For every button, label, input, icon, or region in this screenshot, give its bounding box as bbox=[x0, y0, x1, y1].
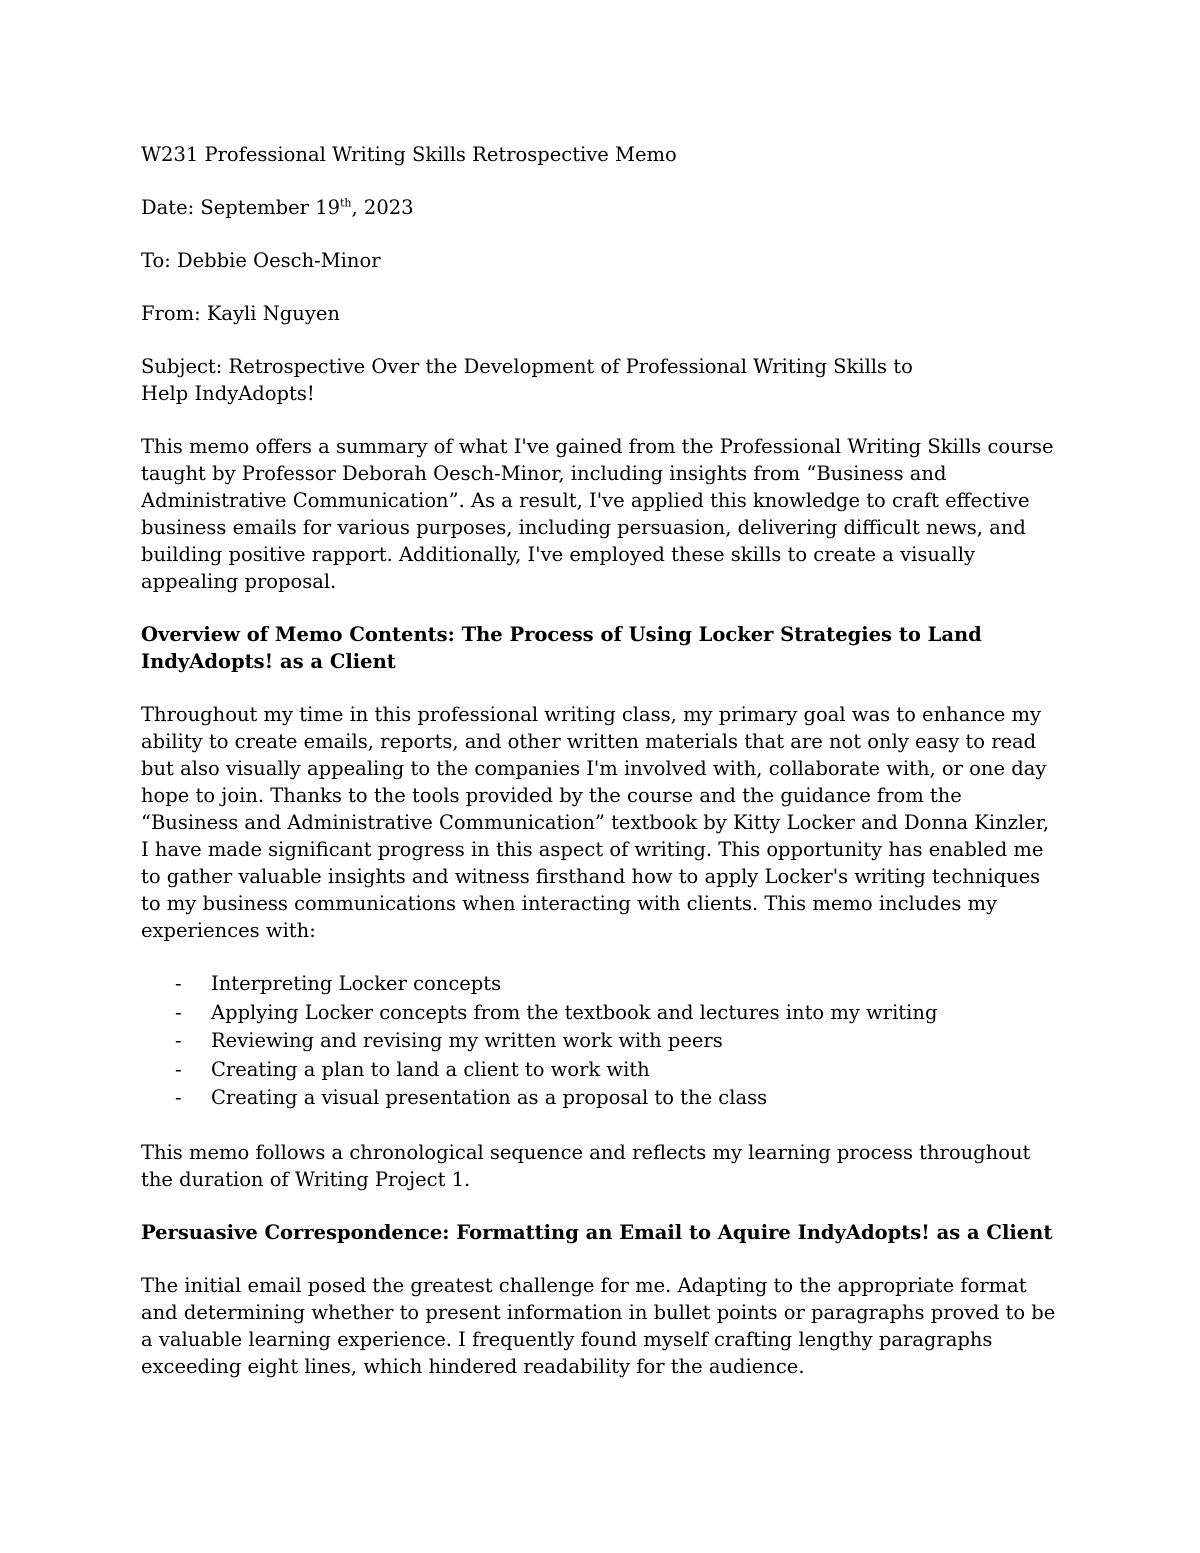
section1-body: Throughout my time in this professional writing class, my primary goal was to enhance my ability to create emails, reports, and other written materials that are not only easy to read but also visually appealing to the companies I'm involved with, collaborate with, or one day hope to join. Thanks to the tools provided by the course and the guidance from the “Business and Administrative Communication” textbook by Kitty Locker and Donna Kinzler, I have made significant progress in this aspect of writing. This opportunity has enabled me to gather valuable insights and witness firsthand how to apply Locker's writing techniques to my business communications when interacting with clients. This memo includes my experiences with: bbox=[141, 703, 1050, 942]
memo-to: To: Debbie Oesch-Minor bbox=[141, 249, 381, 272]
memo-title: W231 Professional Writing Skills Retrospective Memo bbox=[141, 143, 677, 166]
list-item bbox=[141, 1027, 1061, 1056]
bullet-dash: - bbox=[175, 1029, 182, 1052]
bullet-dash: - bbox=[175, 972, 182, 995]
experience-list bbox=[141, 970, 1061, 1113]
memo-from: From: Kayli Nguyen bbox=[141, 302, 340, 325]
memo-date bbox=[141, 194, 1061, 221]
list-item-text: Creating a plan to land a client to work with bbox=[211, 1057, 650, 1081]
bullet-dash: - bbox=[175, 1000, 182, 1024]
memo-date-label: Date: September 19 bbox=[141, 196, 341, 219]
section2-body: The initial email posed the greatest challenge for me. Adapting to the appropriate format and determining whether to present information in bullet points or paragraphs proved to be a valuable learning experience. I frequently found myself crafting lengthy paragraphs exceeding eight lines, which hindered readability for the audience. bbox=[141, 1273, 1056, 1378]
bullet-dash: - bbox=[175, 1057, 182, 1081]
memo-date-year: , 2023 bbox=[351, 196, 414, 219]
list-item-text: Interpreting Locker concepts bbox=[211, 972, 502, 995]
section1-closing: This memo follows a chronological sequence and reflects my learning process throughout the duration of Writing Project 1. bbox=[141, 1140, 1031, 1191]
list-item bbox=[141, 970, 1061, 999]
list-item bbox=[141, 1056, 1061, 1085]
memo-date-suffix: th bbox=[340, 196, 352, 210]
bullet-dash: - bbox=[175, 1086, 182, 1109]
list-item-text: Reviewing and revising my written work with peers bbox=[211, 1029, 723, 1052]
list-item bbox=[141, 1084, 1061, 1113]
memo-subject: Subject: Retrospective Over the Development of Professional Writing Skills to Help IndyAdopts! bbox=[141, 355, 913, 405]
list-item bbox=[141, 999, 1061, 1028]
memo-page bbox=[141, 141, 1061, 1380]
list-item-text: Applying Locker concepts from the textbook and lectures into my writing bbox=[211, 1000, 938, 1024]
section2-heading: Persuasive Correspondence: Formatting an Email to Aquire IndyAdopts! as a Client bbox=[141, 1220, 1053, 1244]
list-item-text: Creating a visual presentation as a proposal to the class bbox=[211, 1086, 768, 1109]
section1-heading: Overview of Memo Contents: The Process of Using Locker Strategies to Land IndyAdopts! as a Client bbox=[141, 623, 982, 673]
intro-paragraph: This memo offers a summary of what I've gained from the Professional Writing Skills course taught by Professor Deborah Oesch-Minor, including insights from “Business and Administrative Communication”. As a result, I've applied this knowledge to craft effective business emails for various purposes, including persuasion, delivering difficult news, and building positive rapport. Additionally, I've employed these skills to create a visually appealing proposal. bbox=[141, 435, 1054, 593]
